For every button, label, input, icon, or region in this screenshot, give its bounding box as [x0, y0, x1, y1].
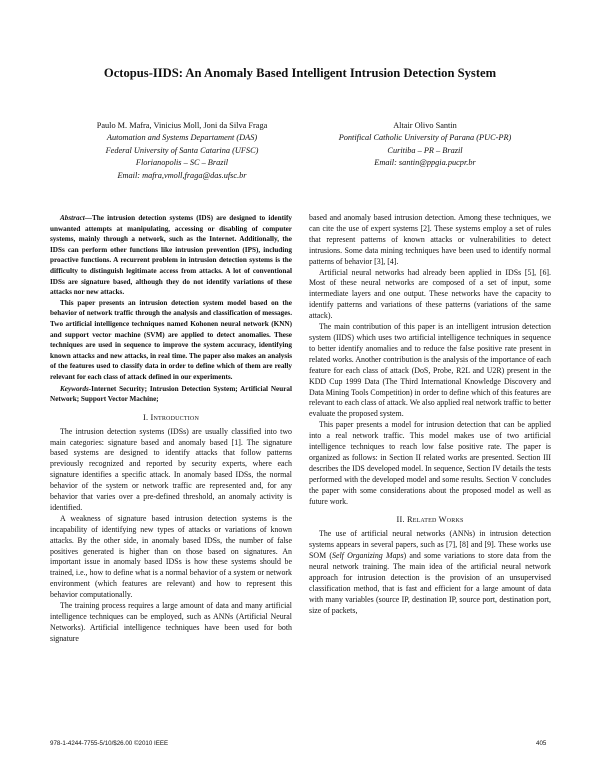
- keywords-text: Internet Security; Intrusion Detection System; Artificial Neural Network; Support Vector Machine;: [50, 384, 292, 404]
- body-paragraph: This paper presents a model for intrusion detection that can be applied into a real network traffic. This model makes use of two artificial intelligence techniques to reach low false positive rate. The paper is organized as follows: in Section II related works are presented. Section III describes the IDS developed model. In sequence, Section IV details the tests performed with the developed model and some results. Section V concludes the paper with some considerations about the proposed model as well as future work.: [309, 420, 551, 506]
- author-block-left: [62, 120, 302, 182]
- abstract-text: The intrusion detection systems (IDS) are designed to identify unwanted attempts at manipulating, accessing or disabling of computer systems, mainly through a network, such as the Internet. Additionally, the IDSs can perform other functions like intrusion prevention (IPS), including proactive functions. A recurrent problem in intrusion detection systems is the difficulty to distinguish legitimate access from attacks. A lot of conventional IDSs are signature based, although they do not identify variations of these attacks nor new attacks.: [50, 214, 292, 297]
- right-column: [309, 213, 551, 617]
- left-column: [50, 213, 292, 645]
- affiliation-line: Florianopolis – SC – Brazil: [135, 158, 229, 168]
- abstract-paragraph-2: This paper presents an intrusion detection system model based on the behavior of network traffic through the analysis and classification of messages. Two artificial intelligence techniques named Kohonen neural network (KNN) and support vector machine (SVM) are applied to detect anomalies. These techniques are used in sequence to improve the system accuracy, identifying known attacks and new attacks, in real time. The paper also makes an analysis of the features used to classify data in order to define which of them are really relevant for each class of attack defined in our experiments.: [50, 298, 292, 381]
- text-run: The use of artificial neural networks (ANNs) in intrusion detection systems appears in several papers, such as [7], [8] and [9]. These works use SOM (: [309, 529, 551, 561]
- paper-title: Octopus-IIDS: An Anomaly Based Intelligent Intrusion Detection System: [103, 66, 497, 80]
- body-paragraph: Artificial neural networks had already been applied in IDSs [5], [6]. Most of these neural networks are composed of a set of input, some intermediate layers and one output. These networks have the capacity to identify patterns and variations of these patterns (variations of the same attack).: [309, 267, 551, 321]
- footer-isbn: 978-1-4244-7755-5/10/$26.00 ©2010 IEEE: [50, 740, 169, 747]
- text-emphasis: Self Organizing Maps: [332, 551, 404, 561]
- body-paragraph: A weakness of signature based intrusion detection systems is the incapability of identifying new types of attacks or variations of known attacks. By the other side, in anomaly based IDSs, the number of false positives generated is higher than on those based on signatures. An important issue in anomaly based IDSs is how these systems should be trained, i.e., how to define what is a normal behavior of a system or network environment (which features are relevant) and how to represent this behavior computationally.: [50, 513, 292, 600]
- body-paragraph: [309, 529, 551, 616]
- author-names-right: Altair Olivo Santin: [393, 121, 457, 130]
- footer-page-number: 405: [536, 740, 547, 747]
- author-names-left: Paulo M. Mafra, Vinicius Moll, Joni da Silva Fraga: [96, 121, 268, 130]
- abstract-paragraph: [50, 213, 292, 298]
- affiliation-line: Automation and Systems Departament (DAS): [106, 133, 258, 143]
- author-email-right: Email: santin@ppgia.pucpr.br: [374, 158, 476, 168]
- author-email-left: Email: mafra,vmoll,fraga@das.ufsc.br: [117, 170, 247, 180]
- text-run: ) and some variations to store data from the neural network training. The main idea of the artificial neural network approach for intrusion detection is the provision of an unsupervised classification method, that is fast and efficient for a large amount of data with many variables (source IP, destination IP, source port, destination port, size of packets,: [309, 551, 552, 615]
- body-paragraph: The main contribution of this paper is an intelligent intrusion detection system (IIDS) which uses two artificial intelligence techniques in sequence to better identify anomalies and to reduce the false positive rate present in related works. Another contribution is the analysis of the importance of each feature for each class of attack (DoS, Probe, R2L and U2R) present in the KDD Cup 1999 Data (The Third International Knowledge Discovery and Data Mining Tools Competition) in order to define which of this features are relevant to each class of attack. We also applied real network traffic to better evaluate the proposed system.: [309, 322, 551, 419]
- affiliation-line: Pontifical Catholic University of Parana (PUC-PR): [338, 133, 512, 143]
- body-paragraph: based and anomaly based intrusion detection. Among these techniques, we can cite the use of expert systems [2]. These systems employ a set of rules that represent patterns of known attacks or vulnerabilities to detect intrusions. Some data mining techniques have been used to identify normal patterns of behavior [3], [4].: [309, 213, 551, 266]
- section-heading-introduction: I. Introduction: [142, 412, 199, 422]
- author-block-right: [305, 120, 545, 170]
- abstract-lead: Abstract—: [60, 214, 92, 222]
- affiliation-line: Curitiba – PR – Brazil: [387, 145, 463, 155]
- affiliation-line: Federal University of Santa Catarina (UFSC): [105, 145, 259, 155]
- body-paragraph: The intrusion detection systems (IDSs) are usually classified into two main categories: signature based and anomaly based [1]. The signature based systems are designed to identify attacks that follow patterns previously recognized and reported by security experts, where each signature identifies a specific attack. In anomaly based IDSs, the normal behavior of the system or network traffic are represented and, for any behavior that varies over a pre-defined threshold, an anomaly activity is identified.: [50, 426, 292, 512]
- keywords: [50, 384, 292, 405]
- body-paragraph: The training process requires a large amount of data and many artificial intelligence techniques can be employed, such as ANNs (Artificial Neural Networks). Artificial intelligence techniques have been used for both signature: [50, 601, 292, 643]
- keywords-lead: Keywords-: [60, 384, 92, 393]
- section-heading-related-works: II. Related Works: [396, 515, 464, 525]
